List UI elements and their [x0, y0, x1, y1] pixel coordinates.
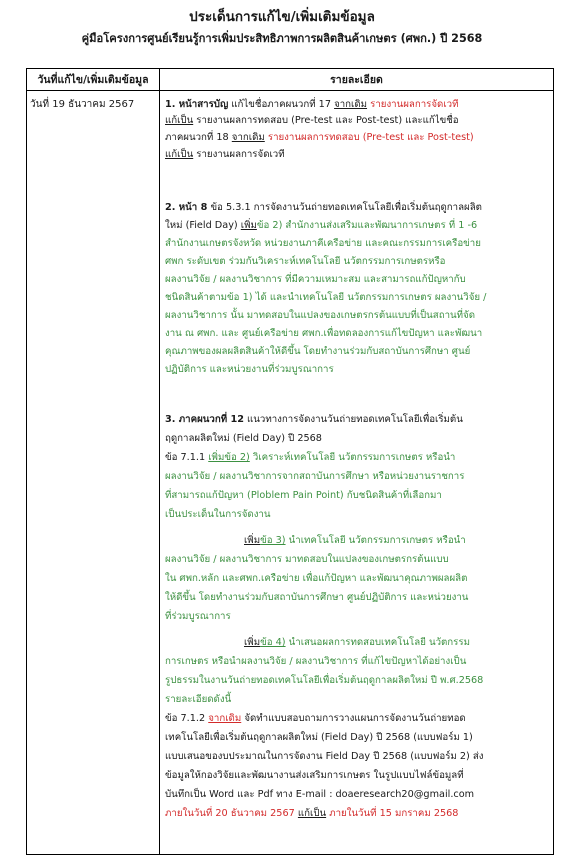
- item3-text: ข้อ 7.1.1: [165, 452, 209, 463]
- added-text: นำเสนอผลการทดสอบเทคโนโลยี นวัตกรรม: [285, 637, 470, 648]
- revised-text: รายงานผลการจัดเวที: [193, 149, 285, 160]
- page-subtitle: คู่มือโครงการศูนย์เรียนรู้การเพิ่มประสิทธิภาพการผลิตสินค้าเกษตร (ศพก.) ปี 2568: [81, 32, 483, 45]
- added-text-line: ให้ดีขึ้น โดยทำงานร่วมกับสถาบันการศึกษา ศูนย์ปฏิบัติการ และหน่วยงาน: [165, 592, 469, 603]
- original-deadline: ภายในวันที่ 20 ธันวาคม 2567: [165, 808, 295, 819]
- original-marker: จากเดิม: [208, 713, 242, 724]
- added-text-line: เป็นประเด็นในการจัดงาน: [165, 509, 271, 520]
- added-text-line: ผลงานวิชาการ นั้น มาทดสอบในแปลงของเกษตรกรต้นแบบที่เป็นสถานที่จัด: [165, 310, 475, 321]
- item2-text: ใหม่ (Field Day): [165, 220, 241, 231]
- added-text: ข้อ 2) สำนักงานส่งเสริมและพัฒนาการเกษตร ที่ 1 -6: [256, 220, 478, 231]
- column-header-detail: รายละเอียด: [160, 69, 554, 91]
- added-marker: เพิ่มข้อ 2): [208, 452, 250, 463]
- item2-heading: 2. หน้า 8: [165, 202, 208, 213]
- item1-line-3: [165, 131, 474, 145]
- page-title: ประเด็นการแก้ไข/เพิ่มเติมข้อมูล: [189, 9, 375, 25]
- revised-text: รายงานผลการทดสอบ (Pre-test และ Post-test) และแก้ไขชื่อ: [193, 115, 459, 126]
- item2-text: ข้อ 5.3.1 การจัดงานวันถ่ายทอดเทคโนโลยีเพื่อเริ่มต้นฤดูกาลผลิต: [207, 202, 482, 213]
- revised-deadline: ภายในวันที่ 15 มกราคม 2568: [326, 808, 459, 819]
- revision-details: [160, 91, 554, 855]
- added-text-line: ผลงานวิจัย / ผลงานวิชาการ มาทดสอบในแปลงของเกษตรกรต้นแบบ: [165, 554, 449, 565]
- item1-line-1: [165, 98, 458, 112]
- table-row: [27, 91, 554, 855]
- added-text-line: การเกษตร หรือนำผลงานวิจัย / ผลงานวิชาการ ที่แก้ไขปัญหาได้อย่างเป็น: [165, 656, 467, 667]
- item3-text: ข้อ 7.1.2: [165, 713, 209, 724]
- added-marker: เพิ่ม: [244, 535, 261, 546]
- item1-heading: 1. หน้าสารบัญ: [165, 99, 229, 110]
- added-text-line: ที่สามารถแก้ปัญหา (Ploblem Pain Point) กับชนิดสินค้าที่เลือกมา: [165, 490, 442, 501]
- item3-line-16: [165, 712, 466, 726]
- item2-line-2: [165, 219, 477, 233]
- original-text: รายงานผลการทดสอบ (Pre-test และ Post-test): [264, 132, 474, 143]
- original-marker: จากเดิม: [334, 99, 368, 110]
- added-text-line: สำนักงานเกษตรจังหวัด หน่วยงานภาคีเครือข่าย และคณะกรรมการเครือข่าย: [165, 238, 481, 249]
- column-header-date: วันที่แก้ไข/เพิ่มเติมข้อมูล: [27, 69, 160, 91]
- added-marker: เพิ่ม: [240, 220, 257, 231]
- item3-line-2: ฤดูกาลผลิตใหม่ (Field Day) ปี 2568: [165, 433, 322, 444]
- item1-text: ภาคผนวกที่ 18: [165, 132, 232, 143]
- added-text: วิเคราะห์เทคโนโลยี นวัตกรรมการเกษตร หรือนำ: [249, 452, 456, 463]
- item1-text: แก้ไขชื่อภาคผนวกที่ 17: [228, 99, 335, 110]
- added-text-line: ชนิดสินค้าตามข้อ 1) ได้ และนำเทคโนโลยี นวัตกรรมการเกษตร ผลงานวิจัย /: [165, 292, 487, 303]
- added-text-line: คุณภาพของผลผลิตสินค้าให้ดีขึ้น โดยทำงานร่วมกับสถาบันการศึกษา ศูนย์: [165, 346, 471, 357]
- added-marker: ข้อ 3): [260, 535, 286, 546]
- added-text-line: งาน ณ ศพก. และ ศูนย์เครือข่าย ศพก.เพื่อทดลองการแก้ไขปัญหา และพัฒนา: [165, 328, 483, 339]
- item3-line-3: [165, 451, 455, 465]
- item3-line-12: [244, 636, 470, 650]
- item3-line-19: ข้อมูลให้กองวิจัยและพัฒนางานส่งเสริมการเกษตร ในรูปแบบไฟล์ข้อมูลที่: [165, 770, 464, 781]
- added-marker: เพิ่ม: [244, 637, 261, 648]
- added-text-line: ที่ร่วมบูรณาการ: [165, 611, 231, 622]
- added-text-line: ผลงานวิจัย / ผลงานวิชาการ ที่มีความเหมาะสม และสามารถแก้ปัญหากับ: [165, 274, 466, 285]
- added-text: นำเทคโนโลยี นวัตกรรมการเกษตร หรือนำ: [285, 535, 466, 546]
- added-text-line: รายละเอียดดังนี้: [165, 694, 232, 705]
- added-text-line: ปฏิบัติการ และหน่วยงานที่ร่วมบูรณาการ: [165, 364, 334, 375]
- added-text-line: ศพก ระดับเขต ร่วมกันวิเคราะห์เทคโนโลยี นวัตกรรมการเกษตรหรือ: [165, 256, 446, 267]
- added-text-line: ผลงานวิจัย / ผลงานวิชาการจากสถาบันการศึกษา หรือหน่วยงานราชการ: [165, 471, 465, 482]
- item3-text: จัดทำแบบสอบถามการวางแผนการจัดงานวันถ่ายทอด: [241, 713, 466, 724]
- item3-line-18: แบบเสนอของบประมาณในการจัดงาน Field Day ปี 2568 (แบบฟอร์ม 2) ส่ง: [165, 751, 484, 762]
- original-marker: จากเดิม: [231, 132, 265, 143]
- item1-line-2: [165, 114, 459, 128]
- revision-date: วันที่ 19 ธันวาคม 2567: [27, 91, 160, 855]
- revised-marker: แก้เป็น: [165, 149, 194, 160]
- revision-table: [26, 68, 554, 855]
- original-text: รายงานผลการจัดเวที: [367, 99, 459, 110]
- item3-line-1: [165, 413, 463, 427]
- item3-line-7: [244, 534, 466, 548]
- revised-marker: แก้เป็น: [297, 808, 327, 819]
- added-marker: ข้อ 4): [260, 637, 286, 648]
- added-text-line: รูปธรรมในงานวันถ่ายทอดเทคโนโลยีเพื่อเริ่มต้นฤดูกาลผลิตใหม่ ปี พ.ศ.2568: [165, 675, 484, 686]
- item3-text: แนวทางการจัดงานวันถ่ายทอดเทคโนโลยีเพื่อเริ่มต้น: [243, 414, 463, 425]
- item2-line-1: [165, 201, 482, 215]
- item3-line-21: [165, 807, 458, 821]
- added-text-line: ใน ศพก.หลัก และศพก.เครือข่าย เพื่อแก้ปัญหา และพัฒนาคุณภาพผลผลิต: [165, 573, 468, 584]
- item3-heading: 3. ภาคผนวกที่ 12: [165, 414, 244, 425]
- table-header-row: [27, 69, 554, 91]
- revised-marker: แก้เป็น: [165, 115, 194, 126]
- item3-line-17: เทคโนโลยีเพื่อเริ่มต้นฤดูกาลผลิตใหม่ (Field Day) ปี 2568 (แบบฟอร์ม 1): [165, 732, 473, 743]
- item3-line-20: บันทึกเป็น Word และ Pdf ทาง E-mail : doaeresearch20@gmail.com: [165, 789, 475, 800]
- item1-line-4: [165, 148, 285, 162]
